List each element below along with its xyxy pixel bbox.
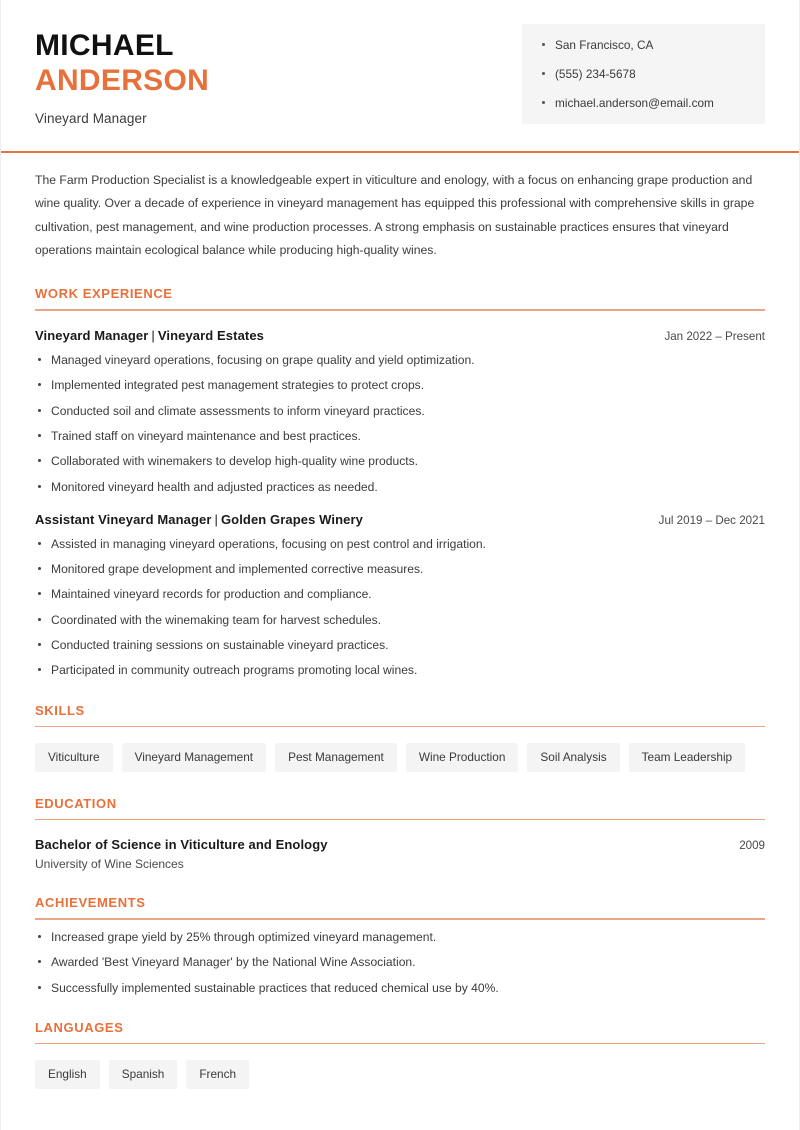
education-entry-header xyxy=(35,837,765,852)
resume-header xyxy=(1,0,799,126)
list-item: Participated in community outreach programs promoting local wines. xyxy=(35,662,765,678)
section-title-languages: LANGUAGES xyxy=(35,1019,124,1035)
section-languages xyxy=(35,1020,765,1089)
experience-date: Jan 2022 – Present xyxy=(664,329,765,343)
list-item: Successfully implemented sustainable practices that reduced chemical use by 40%. xyxy=(35,980,765,996)
contact-location: San Francisco, CA xyxy=(542,38,749,52)
section-rule xyxy=(35,918,765,920)
education-entry xyxy=(35,837,765,871)
education-institution: University of Wine Sciences xyxy=(35,857,184,872)
list-item: Awarded 'Best Vineyard Manager' by the National Wine Association. xyxy=(35,954,765,970)
section-work-experience xyxy=(35,286,765,678)
language-chip: Spanish xyxy=(109,1060,178,1089)
section-title-education: EDUCATION xyxy=(35,795,117,811)
list-item: Conducted training sessions on sustainable vineyard practices. xyxy=(35,637,765,653)
list-item: Coordinated with the winemaking team for harvest schedules. xyxy=(35,612,765,628)
experience-role: Vineyard Manager xyxy=(35,327,149,343)
skill-chip: Soil Analysis xyxy=(527,743,619,772)
experience-entry-header xyxy=(35,512,765,527)
title-separator: | xyxy=(151,327,155,343)
professional-summary: The Farm Production Specialist is a knowledgeable expert in viticulture and enology, with a focus on enhancing grape production and wine quality. Over a decade of experience in vineyard management has equipped this professional with comprehensive skills in grape cultivation, pest management, and wine production processes. A strong emphasis on sustainable practices ensures that vineyard operations maintain ecological balance while producing high-quality wines. xyxy=(35,172,755,258)
list-item: Implemented integrated pest management strategies to protect crops. xyxy=(35,377,765,393)
languages-chip-list xyxy=(35,1060,765,1089)
section-skills xyxy=(35,703,765,772)
skill-chip: Viticulture xyxy=(35,743,113,772)
list-item: Trained staff on vineyard maintenance and best practices. xyxy=(35,428,765,444)
experience-entry xyxy=(35,328,765,495)
list-item: Monitored grape development and implemented corrective measures. xyxy=(35,561,765,577)
language-chip: French xyxy=(186,1060,249,1089)
experience-company: Vineyard Estates xyxy=(157,327,264,343)
job-title: Vineyard Manager xyxy=(35,110,147,126)
section-rule xyxy=(35,309,765,311)
experience-title xyxy=(35,512,363,527)
skills-chip-list xyxy=(35,743,765,772)
list-item: Maintained vineyard records for production and compliance. xyxy=(35,586,765,602)
last-name: ANDERSON xyxy=(35,64,210,98)
section-achievements xyxy=(35,895,765,995)
experience-entry xyxy=(35,512,765,679)
education-degree: Bachelor of Science in Viticulture and Enology xyxy=(35,837,328,853)
skill-chip: Vineyard Management xyxy=(122,743,266,772)
experience-title xyxy=(35,328,264,343)
section-title-achievements: ACHIEVEMENTS xyxy=(35,895,146,911)
contact-box xyxy=(522,24,765,124)
list-item: Increased grape yield by 25% through optimized vineyard management. xyxy=(35,929,765,945)
experience-bullets xyxy=(35,536,765,679)
contact-phone: (555) 234-5678 xyxy=(542,67,749,81)
header-divider xyxy=(1,151,799,153)
skill-chip: Team Leadership xyxy=(629,743,746,772)
section-title-skills: SKILLS xyxy=(35,702,85,718)
identity-block xyxy=(35,22,209,126)
skill-chip: Wine Production xyxy=(406,743,519,772)
experience-role: Assistant Vineyard Manager xyxy=(35,511,212,527)
skill-chip: Pest Management xyxy=(275,743,397,772)
list-item: Assisted in managing vineyard operations, focusing on pest control and irrigation. xyxy=(35,536,765,552)
section-rule xyxy=(35,819,765,821)
first-name: MICHAEL xyxy=(35,29,174,62)
contact-list xyxy=(542,38,749,110)
section-education xyxy=(35,796,765,872)
section-rule xyxy=(35,1043,765,1045)
experience-bullets xyxy=(35,352,765,495)
list-item: Conducted soil and climate assessments to inform vineyard practices. xyxy=(35,403,765,419)
resume-body xyxy=(1,169,799,1089)
experience-date: Jul 2019 – Dec 2021 xyxy=(658,513,765,527)
experience-entry-header xyxy=(35,328,765,343)
section-title-work-experience: WORK EXPERIENCE xyxy=(35,286,173,302)
title-separator: | xyxy=(214,511,218,527)
achievements-list xyxy=(35,929,765,996)
education-year: 2009 xyxy=(739,839,765,853)
section-rule xyxy=(35,726,765,728)
experience-company: Golden Grapes Winery xyxy=(220,511,363,527)
contact-email: michael.anderson@email.com xyxy=(542,96,749,110)
language-chip: English xyxy=(35,1060,100,1089)
list-item: Collaborated with winemakers to develop high-quality wine products. xyxy=(35,453,765,469)
list-item: Monitored vineyard health and adjusted practices as needed. xyxy=(35,479,765,495)
list-item: Managed vineyard operations, focusing on grape quality and yield optimization. xyxy=(35,352,765,368)
